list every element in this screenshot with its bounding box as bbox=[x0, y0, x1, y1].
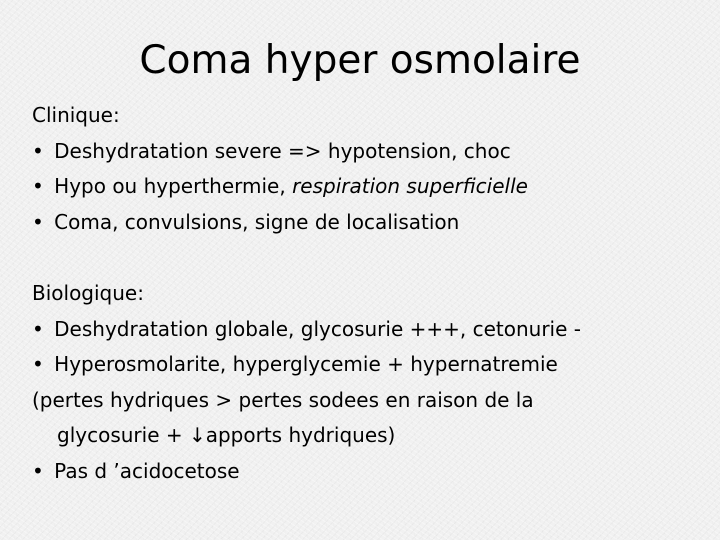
note-line-continued: glycosurie + ↓apports hydriques) bbox=[57, 423, 396, 447]
bullet-text-italic: respiration superficielle bbox=[292, 174, 528, 198]
bullet-marker: • bbox=[32, 458, 44, 483]
bullet-text: Hyperosmolarite, hyperglycemie + hypernatremie bbox=[54, 352, 558, 376]
bullet-text: Coma, convulsions, signe de localisation bbox=[54, 209, 460, 234]
bullet-marker: • bbox=[32, 138, 44, 163]
slide-title: Coma hyper osmolaire bbox=[139, 38, 581, 83]
section-heading-biologique: Biologique: bbox=[32, 281, 144, 305]
bullet-marker: • bbox=[32, 209, 44, 234]
bullet-item bbox=[32, 347, 692, 383]
bullet-marker: • bbox=[32, 174, 44, 198]
section-spacer bbox=[32, 240, 692, 276]
bullet-item bbox=[32, 205, 692, 241]
bullet-text: Pas d ’acidocetose bbox=[54, 458, 240, 483]
bullet-text: Hypo ou hyperthermie, bbox=[54, 174, 293, 198]
bullet-marker: • bbox=[32, 316, 44, 341]
bullet-text: Deshydratation severe => hypotension, choc bbox=[54, 138, 511, 163]
slide-body bbox=[32, 98, 692, 489]
bullet-item bbox=[32, 134, 692, 170]
section-heading-clinique: Clinique: bbox=[32, 103, 120, 127]
bullet-text: Deshydratation globale, glycosurie +++, cetonurie - bbox=[54, 316, 581, 341]
bullet-item bbox=[32, 454, 692, 490]
bullet-item bbox=[32, 312, 692, 348]
bullet-marker: • bbox=[32, 352, 44, 376]
bullet-item bbox=[32, 169, 692, 205]
note-line: (pertes hydriques > pertes sodees en raison de la bbox=[32, 387, 534, 412]
